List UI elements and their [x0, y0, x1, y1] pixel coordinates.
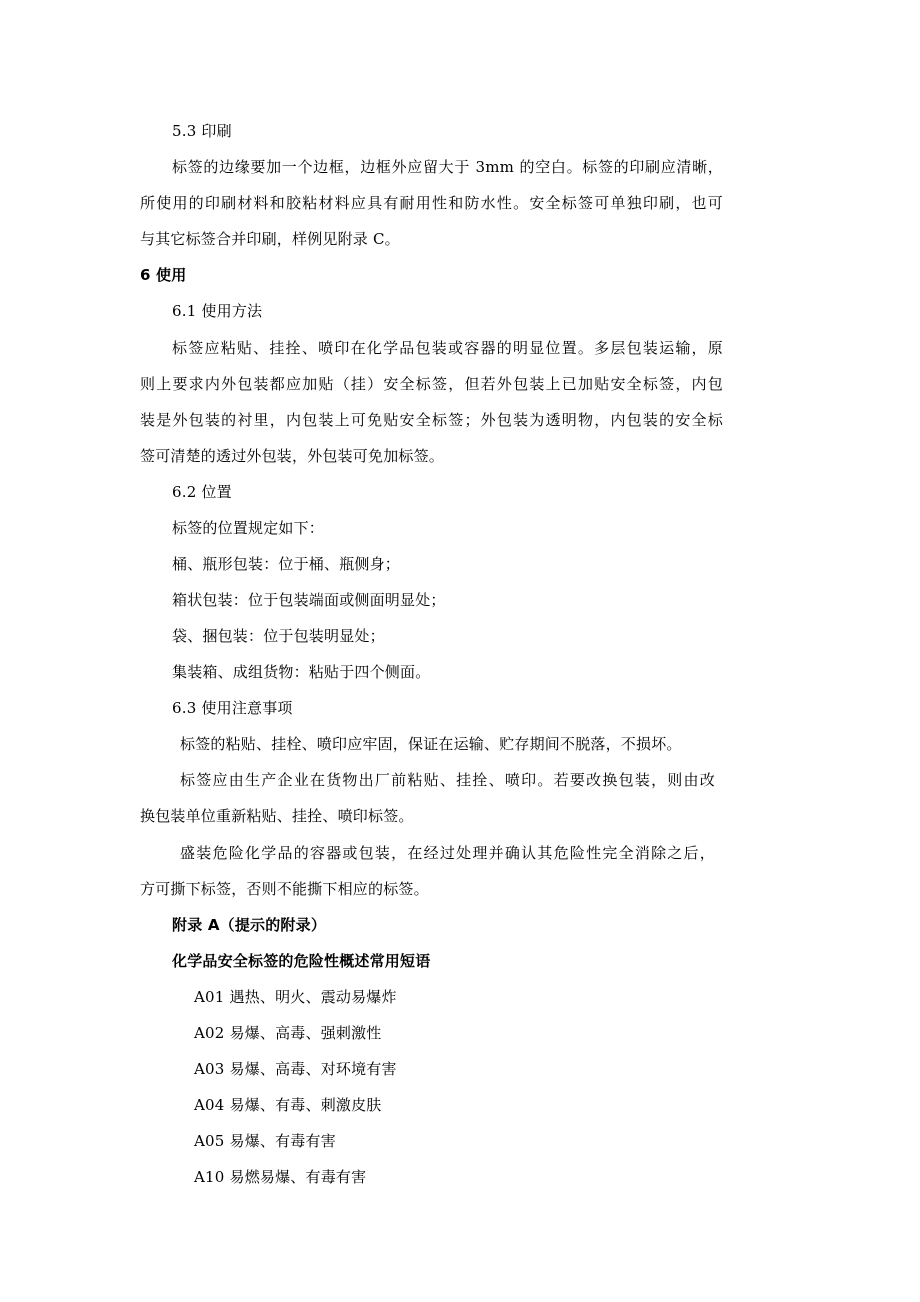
section-5-3-paragraph-line-3: 与其它标签合并印刷，样例见附录 C。 [140, 230, 400, 248]
section-6-2-item-2: 箱状包装：位于包装端面或侧面明显处； [172, 591, 446, 609]
appendix-phrase-item: A04 易爆、有毒、刺激皮肤 [194, 1096, 382, 1114]
appendix-phrase-item: A02 易爆、高毒、强刺激性 [194, 1024, 382, 1042]
appendix-phrase-item: A03 易爆、高毒、对环境有害 [194, 1060, 397, 1078]
section-6-2-heading: 6.2 位置 [172, 483, 232, 501]
section-5-3-paragraph-line-1: 标签的边缘要加一个边框，边框外应留大于 3mm 的空白。标签的印刷应清晰， [172, 158, 723, 176]
appendix-a-title: 附录 A（提示的附录） [172, 916, 327, 934]
section-6-2-item-4: 集装箱、成组货物：粘贴于四个侧面。 [172, 663, 431, 681]
appendix-phrase-item: A01 遇热、明火、震动易爆炸 [194, 988, 397, 1006]
section-6-2-item-1: 桶、瓶形包装：位于桶、瓶侧身； [172, 555, 401, 573]
section-6-3-paragraph-2-line-1: 标签应由生产企业在货物出厂前粘贴、挂拴、喷印。若要改换包装，则由改 [180, 771, 715, 789]
section-6-2-item-3: 袋、捆包装：位于包装明显处； [172, 627, 385, 645]
section-6-2-intro: 标签的位置规定如下： [172, 519, 325, 537]
section-6-1-paragraph-line-4: 签可清楚的透过外包装，外包装可免加标签。 [140, 447, 445, 465]
section-6-1-paragraph-line-2: 则上要求内外包装都应加贴（挂）安全标签，但若外包装上已加贴安全标签，内包 [140, 375, 723, 393]
appendix-a-subtitle: 化学品安全标签的危险性概述常用短语 [172, 952, 431, 970]
appendix-phrase-item: A05 易爆、有毒有害 [194, 1132, 336, 1150]
section-6-3-heading: 6.3 使用注意事项 [172, 699, 293, 717]
section-6-3-paragraph-3-line-1: 盛装危险化学品的容器或包装，在经过处理并确认其危险性完全消除之后， [180, 844, 715, 862]
section-6-3-paragraph-1: 标签的粘贴、挂栓、喷印应牢固，保证在运输、贮存期间不脱落，不损坏。 [180, 735, 682, 753]
section-6-1-paragraph-line-3: 装是外包装的衬里，内包装上可免贴安全标签；外包装为透明物，内包装的安全标 [140, 411, 723, 429]
section-6-1-paragraph-line-1: 标签应粘贴、挂拴、喷印在化学品包装或容器的明显位置。多层包装运输，原 [172, 339, 723, 357]
section-6-3-paragraph-3-line-2: 方可撕下标签，否则不能撕下相应的标签。 [140, 880, 429, 898]
section-6-1-heading: 6.1 使用方法 [172, 302, 263, 320]
section-5-3-paragraph-line-2: 所使用的印刷材料和胶粘材料应具有耐用性和防水性。安全标签可单独印刷，也可 [140, 194, 723, 212]
section-6-heading: 6 使用 [140, 266, 187, 284]
section-6-3-paragraph-2-line-2: 换包装单位重新粘贴、挂拴、喷印标签。 [140, 807, 414, 825]
appendix-phrase-item: A10 易燃易爆、有毒有害 [194, 1168, 367, 1186]
section-5-3-heading: 5.3 印刷 [172, 122, 232, 140]
